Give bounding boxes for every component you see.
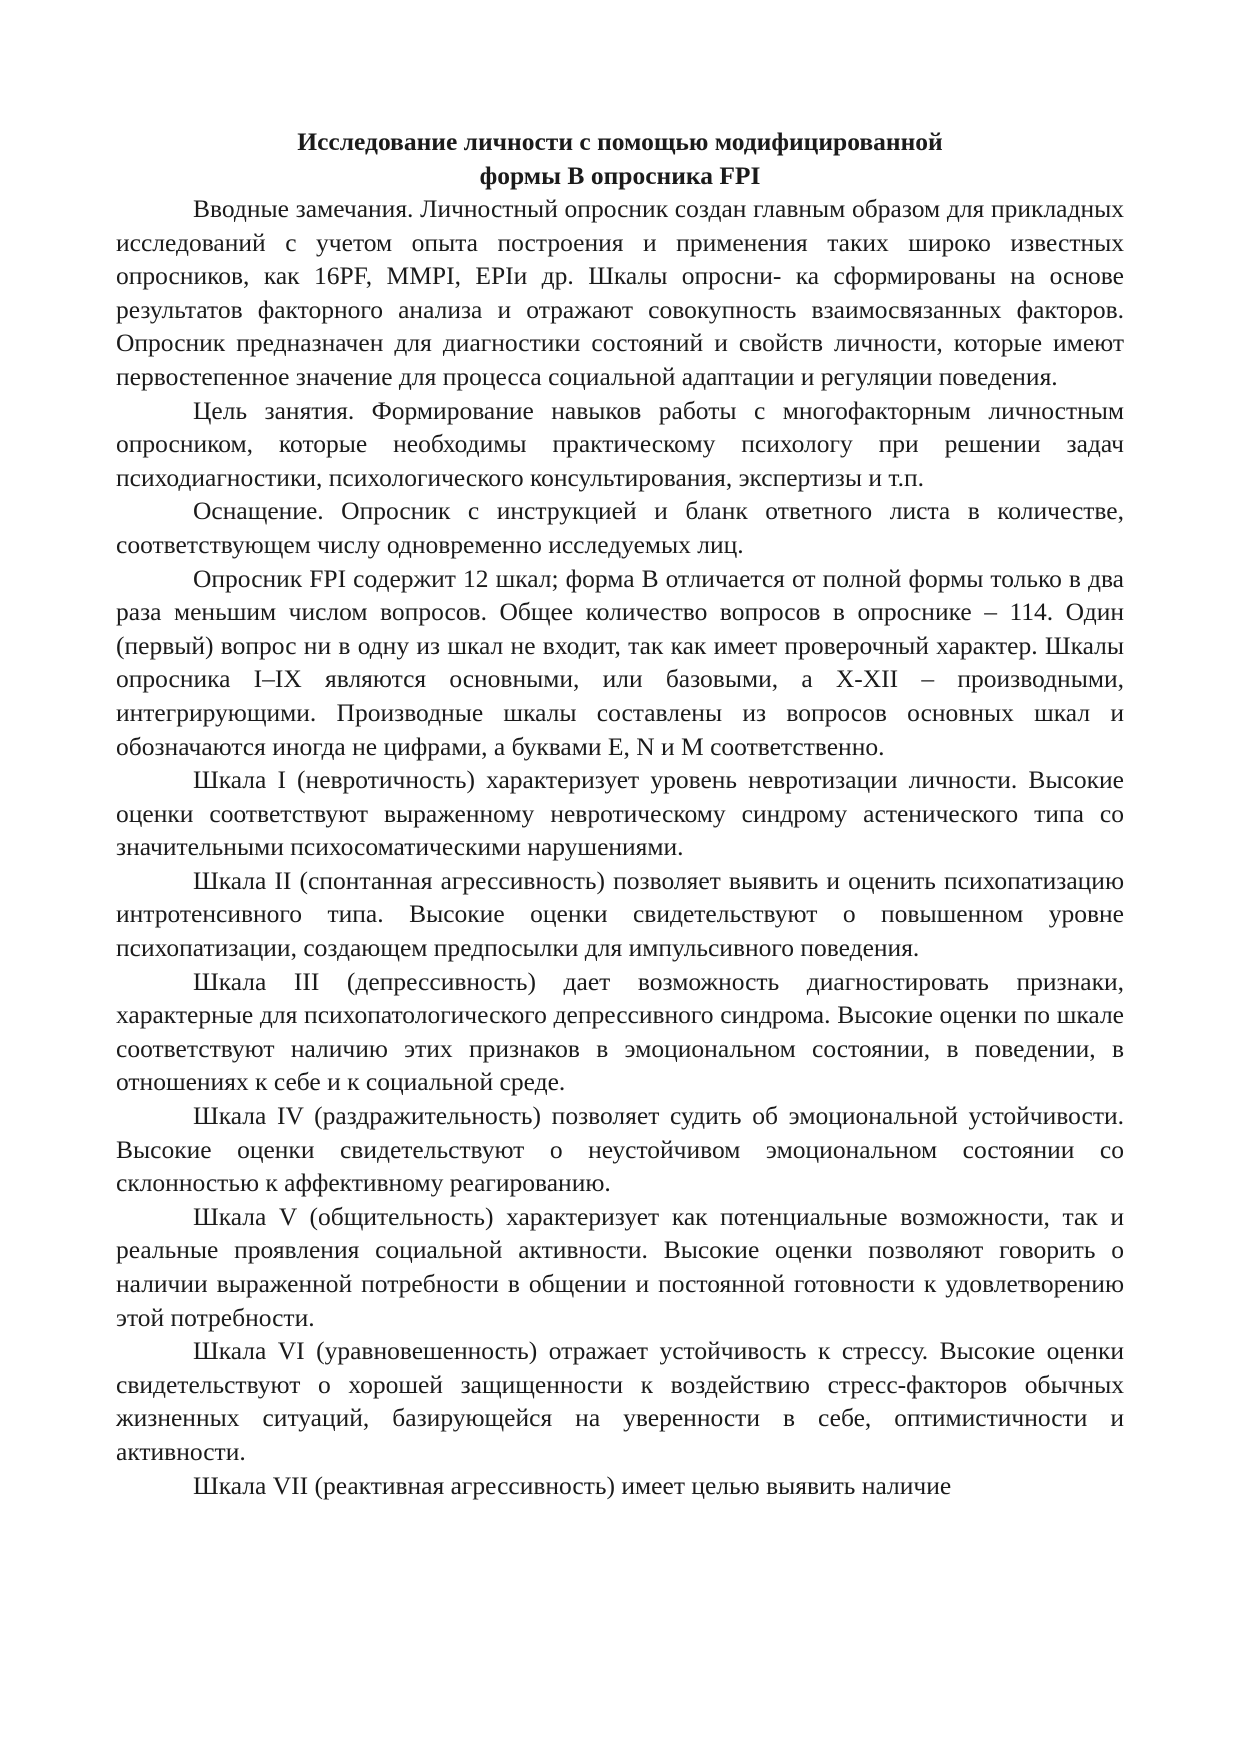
paragraph-scales-overview: Опросник FPI содержит 12 шкал; форма В отличается от полной формы только в два раза меньшим числом вопросов. Общее количество вопросов в опроснике – 114. Один (первый) вопрос ни в одну из шкал не входит, так как имеет проверочный характер. Шкалы опросника I–IX являются основными, или базовыми, а X-XII – производными, интегрирующими. Производные шкалы составлены из вопросов основных шкал и обозначаются иногда не цифрами, а буквами E, N и M соответственно.: [116, 563, 1124, 761]
document-body: [116, 192, 1124, 1502]
paragraph-scale-3: Шкала III (депрессивность) дает возможность диагностировать признаки, характерные для психопатологического депрессивного синдрома. Высокие оценки по шкале соответствуют наличию этих признаков в эмоциональном состоянии, в поведении, в отношениях к себе и к социальной среде.: [116, 966, 1124, 1097]
paragraph-scale-5: Шкала V (общительность) характеризует как потенциальные возможности, так и реальные проявления социальной активности. Высокие оценки позволяют говорить о наличии выраженной потребности в общении и постоянной готовности к удовлетворению этой потребности.: [116, 1201, 1124, 1332]
paragraph-scale-1: Шкала I (невротичность) характеризует уровень невротизации личности. Высокие оценки соответствуют выраженному невротическому синдрому астенического типа со значительными психосоматическими нарушениями.: [116, 765, 1124, 862]
paragraph-scale-2: Шкала II (спонтанная агрессивность) позволяет выявить и оценить психопатизацию интротенсивного типа. Высокие оценки свидетельствуют о повышенном уровне психопатизации, создающем предпосылки для импульсивного поведения.: [116, 865, 1124, 963]
document-title: [116, 125, 1124, 192]
paragraph-scale-7: Шкала VII (реактивная агрессивность) имеет целью выявить наличие: [193, 1470, 952, 1500]
title-line-2: формы В опросника FPI: [479, 160, 761, 190]
paragraph-scale-6: Шкала VI (уравновешенность) отражает устойчивость к стрессу. Высокие оценки свидетельствуют о хорошей защищенности к воздействию стресс-факторов обычных жизненных ситуаций, базирующейся на уверенности в себе, оптимистичности и активности.: [116, 1336, 1124, 1466]
paragraph-scale-4: Шкала IV (раздражительность) позволяет судить об эмоциональной устойчивости. Высокие оценки свидетельствуют о неустойчивом эмоциональном состоянии со склонностью к аффективному реагированию.: [116, 1101, 1124, 1198]
title-line-1: Исследование личности с помощью модифицированной: [297, 127, 943, 156]
paragraph-introduction: Вводные замечания. Личностный опросник создан главным образом для прикладных исследований с учетом опыта построения и применения таких широко известных опросников, как 16PF, MMPI, EPIи др. Шкалы опросни- ка сформированы на основе результатов факторного анализа и отражают совокупность взаимосвязанных факторов. Опросник предназначен для диагностики состояний и свойств личности, которые имеют первостепенное значение для процесса социальной адаптации и регуляции поведения.: [116, 194, 1124, 391]
paragraph-goal: Цель занятия. Формирование навыков работы с многофакторным личностным опросником, которые необходимы практическому психологу при решении задач психодиагностики, психологического консультирования, экспертизы и т.п.: [116, 395, 1124, 492]
paragraph-equipment: Оснащение. Опросник с инструкцией и бланк ответного листа в количестве, соответствующем числу одновременно исследуемых лиц.: [116, 496, 1124, 559]
